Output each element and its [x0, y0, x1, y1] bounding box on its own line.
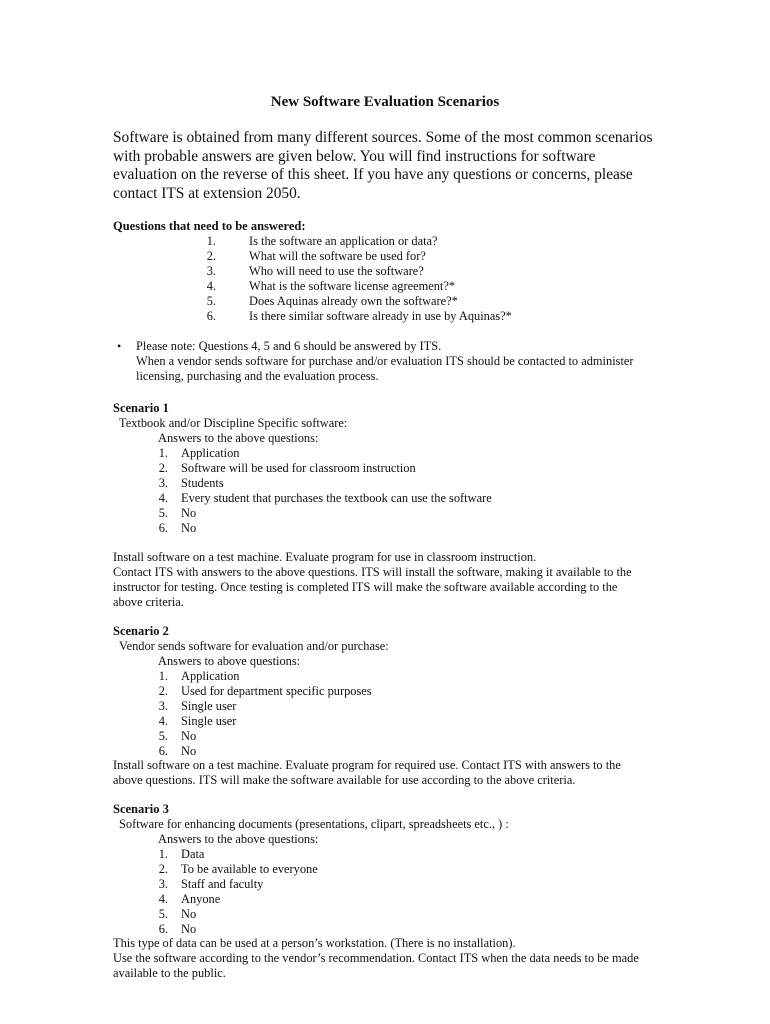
question-number: 5.	[206, 294, 216, 308]
answer-text: Software will be used for classroom instruction	[181, 461, 416, 475]
paragraph-line: Install software on a test machine. Evaluate program for use in classroom instruction.	[113, 550, 537, 564]
scenario-3-answers-heading: Answers to the above questions:	[158, 832, 319, 846]
answer-number: 6.	[158, 922, 168, 936]
note-paragraph	[136, 339, 634, 384]
scenario-1-answers	[0, 446, 770, 536]
answer-text: Application	[181, 446, 240, 460]
question-number: 2.	[206, 249, 216, 263]
intro-line: Software is obtained from many different sources. Some of the most common scenarios	[113, 129, 653, 146]
question-text: What will the software be used for?	[249, 249, 426, 263]
bullet-icon: •	[117, 339, 122, 353]
answer-number: 5.	[158, 506, 168, 520]
answer-text: Single user	[181, 714, 237, 728]
question-number: 4.	[206, 279, 216, 293]
answer-text: No	[181, 729, 197, 743]
answer-number: 3.	[158, 877, 168, 891]
scenario-3-heading: Scenario 3	[113, 802, 169, 816]
note-line: Please note: Questions 4, 5 and 6 should be answered by ITS.	[136, 339, 442, 353]
answer-text: Students	[181, 476, 224, 490]
answer-text: Single user	[181, 699, 237, 713]
intro-line: evaluation on the reverse of this sheet. If you have any questions or concerns, please	[113, 166, 633, 183]
scenario-2-answers	[0, 669, 770, 759]
answer-text: No	[181, 922, 197, 936]
scenario-3-subtitle: Software for enhancing documents (presentations, clipart, spreadsheets etc., ) :	[119, 817, 509, 831]
paragraph-line: above criteria.	[113, 595, 184, 609]
answer-number: 1.	[158, 446, 168, 460]
answer-number: 5.	[158, 907, 168, 921]
answer-number: 3.	[158, 476, 168, 490]
intro-paragraph	[113, 129, 653, 203]
questions-heading: Questions that need to be answered:	[113, 219, 306, 233]
question-number: 1.	[206, 234, 216, 248]
paragraph-line: Contact ITS with answers to the above questions. ITS will install the software, making it available to the	[113, 565, 632, 579]
answer-number: 4.	[158, 714, 168, 728]
question-text: Is the software an application or data?	[249, 234, 438, 248]
answer-text: Used for department specific purposes	[181, 684, 372, 698]
answer-text: No	[181, 521, 197, 535]
scenario-3-paragraph	[113, 936, 639, 981]
answer-text: Anyone	[181, 892, 221, 906]
scenario-1-answers-heading: Answers to the above questions:	[158, 431, 319, 445]
scenario-2-subtitle: Vendor sends software for evaluation and/or purchase:	[119, 639, 389, 653]
answer-text: Staff and faculty	[181, 877, 264, 891]
intro-line: contact ITS at extension 2050.	[113, 184, 301, 202]
paragraph-line: above questions. ITS will make the software available for use according to the above criteria.	[113, 773, 576, 787]
scenario-2-paragraph	[113, 758, 621, 788]
scenario-2-heading: Scenario 2	[113, 624, 169, 638]
scenario-2-answers-heading: Answers to above questions:	[158, 654, 301, 668]
question-text: Who will need to use the software?	[249, 264, 424, 278]
paragraph-line: This type of data can be used at a person’s workstation. (There is no installation).	[113, 936, 516, 950]
answer-text: Every student that purchases the textbook can use the software	[181, 491, 492, 505]
scenario-3-answers	[0, 847, 770, 937]
answer-number: 6.	[158, 744, 168, 758]
question-text: Does Aquinas already own the software?*	[249, 294, 458, 308]
paragraph-line: available to the public.	[113, 966, 226, 980]
answer-number: 5.	[158, 729, 168, 743]
scenario-1-subtitle: Textbook and/or Discipline Specific software:	[119, 416, 348, 430]
answer-number: 4.	[158, 892, 168, 906]
answer-text: Application	[181, 669, 240, 683]
answer-text: Data	[181, 847, 205, 861]
scenario-1-paragraph	[113, 550, 632, 610]
questions-list	[0, 234, 770, 324]
answer-text: No	[181, 744, 197, 758]
document-title: New Software Evaluation Scenarios	[270, 94, 500, 110]
answer-number: 1.	[158, 847, 168, 861]
answer-number: 6.	[158, 521, 168, 535]
paragraph-line: instructor for testing. Once testing is completed ITS will make the software available according to the	[113, 580, 618, 594]
paragraph-line: Use the software according to the vendor’s recommendation. Contact ITS when the data needs to be made	[113, 951, 639, 965]
answer-number: 4.	[158, 491, 168, 505]
answer-text: No	[181, 506, 197, 520]
question-number: 6.	[206, 309, 216, 323]
scenario-1-heading: Scenario 1	[113, 401, 169, 415]
paragraph-line: Install software on a test machine. Evaluate program for required use. Contact ITS with answers to the	[113, 758, 621, 772]
answer-number: 1.	[158, 669, 168, 683]
answer-number: 3.	[158, 699, 168, 713]
answer-number: 2.	[158, 461, 168, 475]
answer-text: No	[181, 907, 197, 921]
answer-number: 2.	[158, 684, 168, 698]
note-line: When a vendor sends software for purchase and/or evaluation ITS should be contacted to administer	[136, 354, 634, 368]
question-text: What is the software license agreement?*	[249, 279, 456, 293]
question-text: Is there similar software already in use by Aquinas?*	[249, 309, 512, 323]
answer-number: 2.	[158, 862, 168, 876]
question-number: 3.	[206, 264, 216, 278]
intro-line: with probable answers are given below. You will find instructions for software	[113, 147, 596, 165]
answer-text: To be available to everyone	[181, 862, 318, 876]
note-line: licensing, purchasing and the evaluation process.	[136, 369, 379, 383]
